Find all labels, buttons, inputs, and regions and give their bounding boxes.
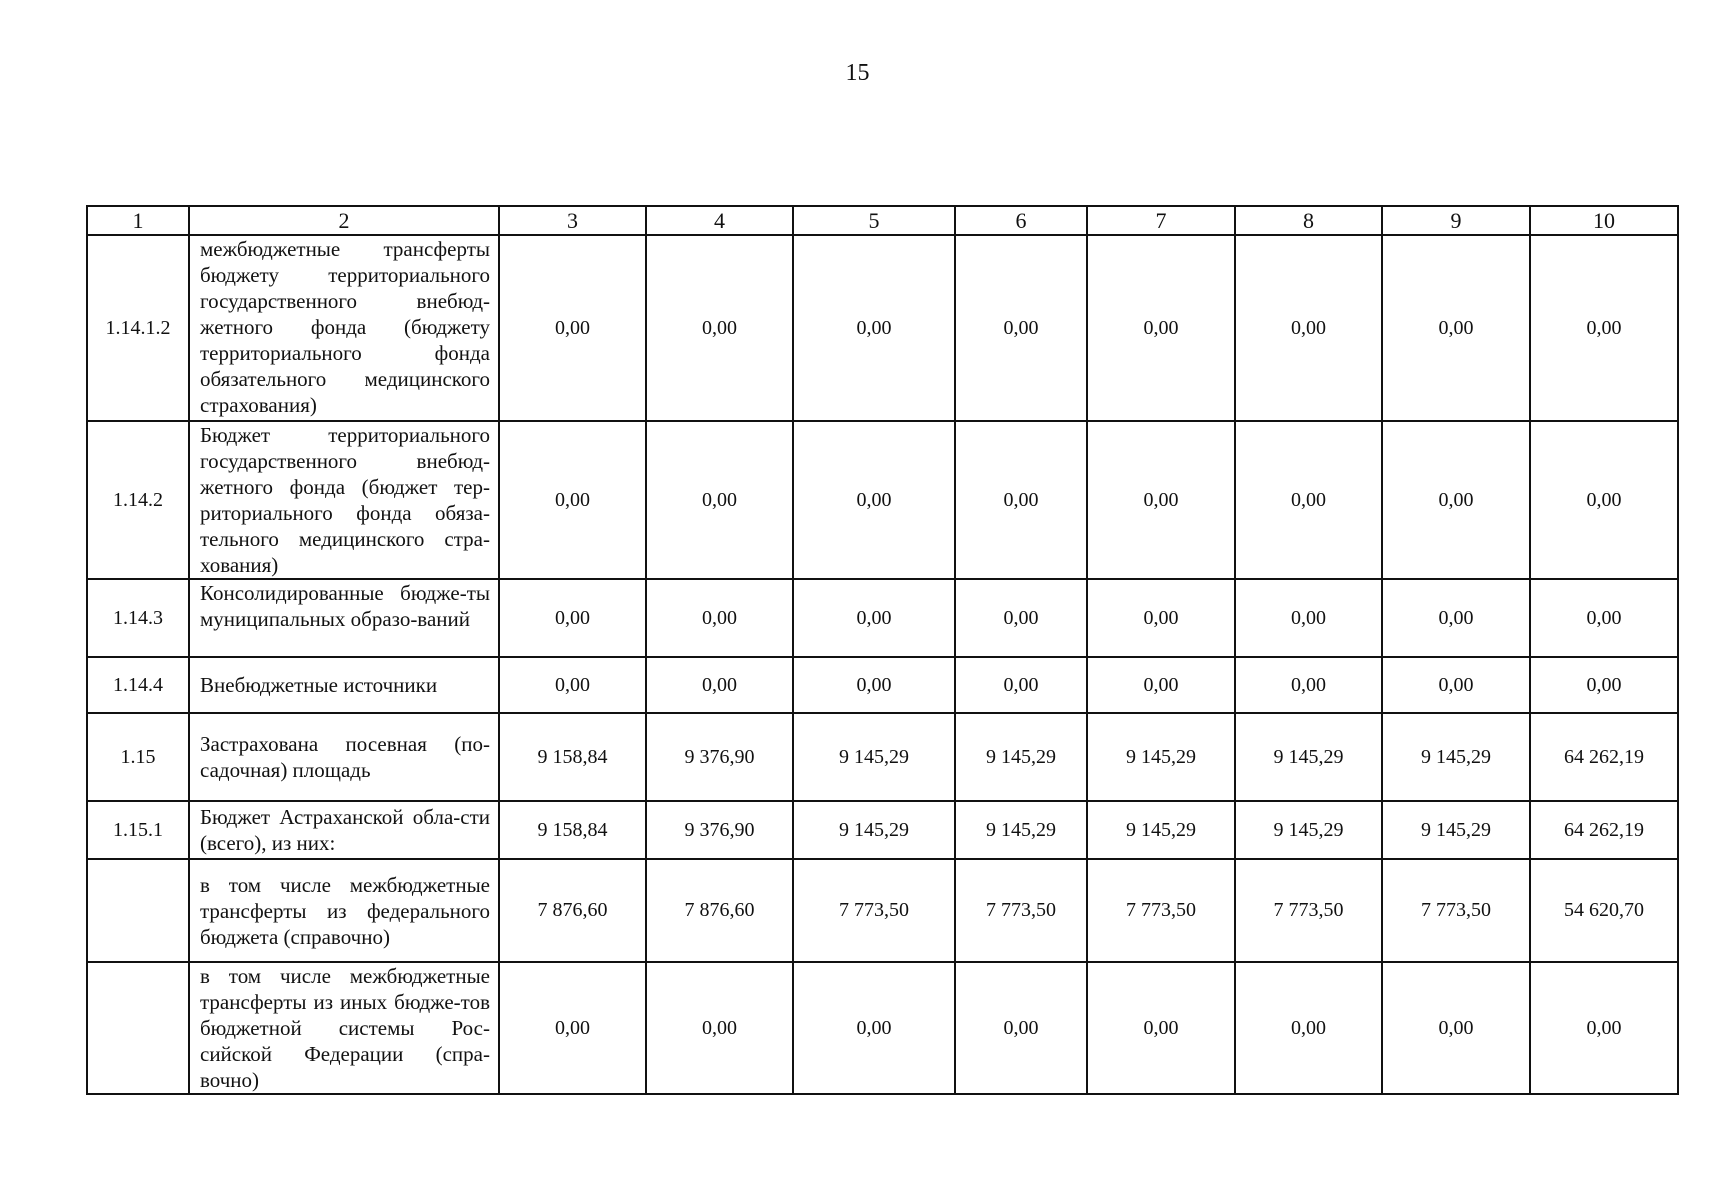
row-value: 9 145,29: [793, 713, 955, 801]
row-value: 9 158,84: [499, 713, 646, 801]
row-value: 0,00: [793, 235, 955, 421]
row-value: 0,00: [1235, 962, 1382, 1094]
row-description: межбюджетные трансферты бюджету территориального государственного внебюд-жетного фонда (бюджету территориального фонда обязательного медицинского страхования): [189, 235, 499, 421]
row-code: [87, 962, 189, 1094]
row-value: 0,00: [1235, 235, 1382, 421]
row-value: 0,00: [955, 235, 1087, 421]
column-number-row: [87, 206, 1678, 235]
row-value: 0,00: [646, 235, 793, 421]
row-value: 0,00: [1087, 579, 1235, 657]
row-value: 0,00: [1530, 235, 1678, 421]
column-header: 6: [955, 206, 1087, 235]
row-value: 7 773,50: [1382, 859, 1530, 962]
column-header: 5: [793, 206, 955, 235]
row-value: 0,00: [1382, 657, 1530, 713]
row-description: Консолидированные бюдже-ты муниципальных образо-ваний: [189, 579, 499, 657]
row-value: 54 620,70: [1530, 859, 1678, 962]
row-value: 0,00: [1382, 421, 1530, 579]
row-value: 0,00: [1530, 962, 1678, 1094]
row-description: Застрахована посевная (по-садочная) площадь: [189, 713, 499, 801]
row-value: 64 262,19: [1530, 713, 1678, 801]
row-description: Бюджет Астраханской обла-сти (всего), из них:: [189, 801, 499, 859]
row-value: 0,00: [1235, 657, 1382, 713]
column-header: 3: [499, 206, 646, 235]
row-value: 9 145,29: [1235, 801, 1382, 859]
row-code: 1.14.2: [87, 421, 189, 579]
row-value: 0,00: [1235, 579, 1382, 657]
column-header: 4: [646, 206, 793, 235]
row-value: 0,00: [1382, 235, 1530, 421]
row-value: 0,00: [499, 657, 646, 713]
row-value: 64 262,19: [1530, 801, 1678, 859]
row-value: 0,00: [955, 579, 1087, 657]
row-value: 0,00: [955, 962, 1087, 1094]
column-header: 7: [1087, 206, 1235, 235]
row-value: 7 773,50: [1087, 859, 1235, 962]
table-row: [87, 801, 1678, 859]
row-value: 0,00: [793, 579, 955, 657]
row-value: 0,00: [955, 657, 1087, 713]
row-value: 0,00: [1382, 962, 1530, 1094]
row-description: в том числе межбюджетные трансферты из федерального бюджета (справочно): [189, 859, 499, 962]
row-value: 0,00: [1530, 579, 1678, 657]
row-value: 9 145,29: [1087, 713, 1235, 801]
row-value: 7 773,50: [1235, 859, 1382, 962]
row-code: 1.14.4: [87, 657, 189, 713]
row-value: 0,00: [793, 421, 955, 579]
row-value: 0,00: [1087, 962, 1235, 1094]
row-value: 9 158,84: [499, 801, 646, 859]
table-row: [87, 579, 1678, 657]
column-header: 9: [1382, 206, 1530, 235]
row-value: 9 145,29: [1382, 801, 1530, 859]
row-value: 0,00: [499, 235, 646, 421]
row-code: 1.15.1: [87, 801, 189, 859]
column-header: 8: [1235, 206, 1382, 235]
row-value: 9 145,29: [1087, 801, 1235, 859]
row-value: 9 145,29: [793, 801, 955, 859]
page-number: 15: [845, 60, 870, 86]
row-value: 9 145,29: [1382, 713, 1530, 801]
row-description: Внебюджетные источники: [189, 657, 499, 713]
row-value: 0,00: [499, 421, 646, 579]
row-value: 9 145,29: [955, 801, 1087, 859]
row-value: 0,00: [1235, 421, 1382, 579]
table-row: [87, 421, 1678, 579]
row-value: 9 145,29: [955, 713, 1087, 801]
row-value: 7 876,60: [499, 859, 646, 962]
row-value: 0,00: [1087, 421, 1235, 579]
row-value: 7 773,50: [793, 859, 955, 962]
row-description: Бюджет территориального государственного внебюд-жетного фонда (бюджет тер-риториального фонда обяза-тельного медицинского стра-хования): [189, 421, 499, 579]
row-code: 1.14.3: [87, 579, 189, 657]
row-value: 0,00: [646, 579, 793, 657]
row-value: 0,00: [646, 962, 793, 1094]
row-code: 1.15: [87, 713, 189, 801]
row-value: 0,00: [793, 962, 955, 1094]
row-value: 9 376,90: [646, 713, 793, 801]
row-value: 0,00: [499, 579, 646, 657]
row-value: 9 145,29: [1235, 713, 1382, 801]
table-row: [87, 713, 1678, 801]
column-header: 2: [189, 206, 499, 235]
row-value: 9 376,90: [646, 801, 793, 859]
row-value: 0,00: [1530, 657, 1678, 713]
row-value: 0,00: [646, 421, 793, 579]
table-row: [87, 657, 1678, 713]
row-code: [87, 859, 189, 962]
row-value: 0,00: [499, 962, 646, 1094]
budget-table: [86, 205, 1679, 1095]
row-value: 0,00: [1087, 235, 1235, 421]
row-value: 0,00: [646, 657, 793, 713]
row-value: 0,00: [955, 421, 1087, 579]
table-row: [87, 859, 1678, 962]
row-value: 0,00: [1530, 421, 1678, 579]
row-value: 0,00: [793, 657, 955, 713]
row-value: 0,00: [1382, 579, 1530, 657]
column-header: 1: [87, 206, 189, 235]
row-code: 1.14.1.2: [87, 235, 189, 421]
row-value: 7 876,60: [646, 859, 793, 962]
column-header: 10: [1530, 206, 1678, 235]
row-value: 0,00: [1087, 657, 1235, 713]
row-description: в том числе межбюджетные трансферты из иных бюдже-тов бюджетной системы Рос-сийской Федерации (спра-вочно): [189, 962, 499, 1094]
table-row: [87, 962, 1678, 1094]
row-value: 7 773,50: [955, 859, 1087, 962]
table-row: [87, 235, 1678, 421]
